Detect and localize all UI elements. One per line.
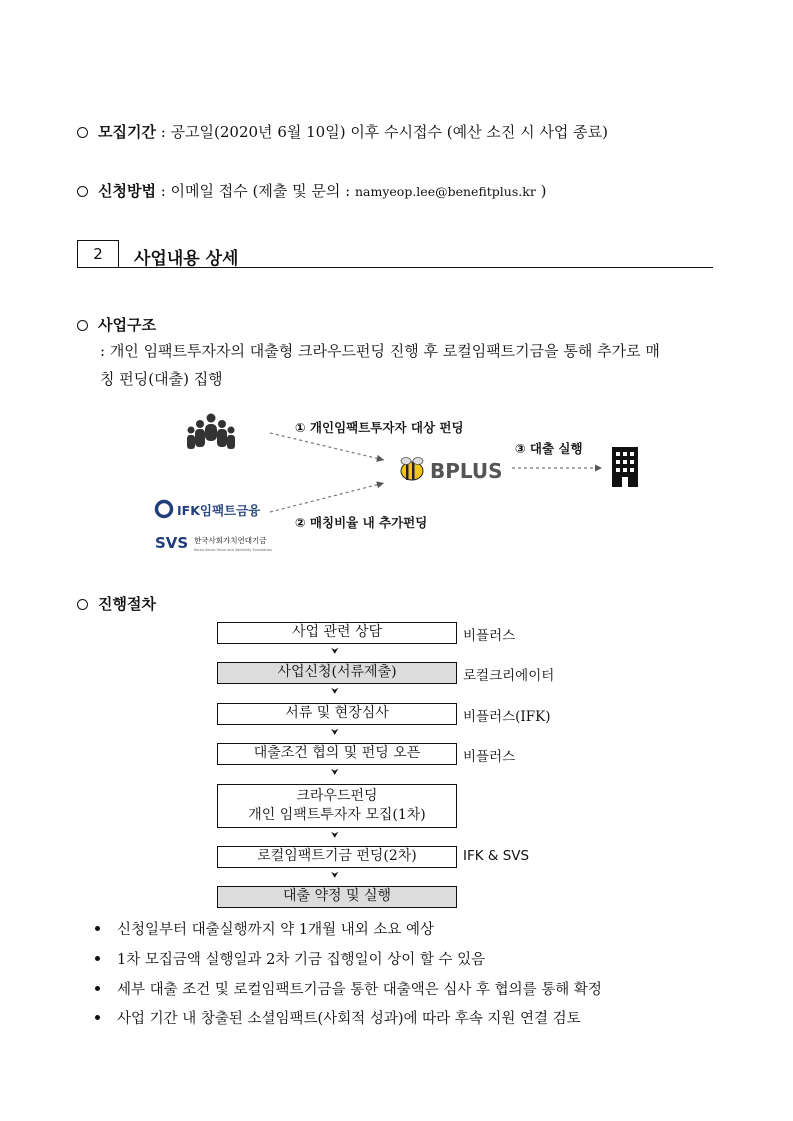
- flow-arrow-icon: ⮟: [331, 647, 339, 657]
- note-text: 1차 모집금액 실행일과 2차 기금 집행일이 상이 할 수 있음: [117, 952, 486, 968]
- bullet-dot-icon: [95, 926, 100, 931]
- arrow-investor-to-bplus: [270, 433, 384, 460]
- svs-org-name: 한국사회가치연대기금: [194, 536, 267, 545]
- procedure-heading-label: 진행절차: [98, 595, 156, 613]
- flow-step-3: 서류 및 현장심사: [217, 703, 457, 725]
- note-item: [95, 1007, 581, 1028]
- recruit-period-text: 공고일(2020년 6월 10일) 이후 수시접수 (예산 소진 시 사업 종료): [170, 123, 608, 141]
- step2-label: ② 매칭비율 내 추가펀딩: [295, 515, 428, 530]
- section-title: 사업내용 상세: [134, 249, 239, 269]
- flow-step-7: 대출 약정 및 실행: [217, 886, 457, 908]
- note-text: 사업 기간 내 창출된 소셜임팩트(사회적 성과)에 따라 후속 지원 연결 검토: [117, 1011, 581, 1027]
- building-icon: [612, 447, 638, 487]
- bullet-dot-icon: [95, 956, 100, 961]
- apply-method-close: ): [535, 182, 547, 200]
- contact-email: namyeop.lee@benefitplus.kr: [354, 184, 536, 199]
- flow-arrow-icon: ⮟: [331, 871, 339, 881]
- bplus-logo-text: BPLUS: [430, 459, 503, 483]
- circle-bullet-icon: [77, 599, 88, 610]
- flow-arrow-icon: ⮟: [331, 768, 339, 778]
- step1-label: ① 개인임팩트투자자 대상 펀딩: [295, 420, 464, 435]
- structure-heading-label: 사업구조: [98, 316, 156, 334]
- flow-step-6: 로컬임팩트기금 펀딩(2차): [217, 846, 457, 868]
- bee-icon: [401, 458, 423, 481]
- circle-bullet-icon: [77, 127, 88, 138]
- apply-method-label: 신청방법: [98, 182, 156, 200]
- structure-desc-line1: : 개인 임팩트투자자의 대출형 크라우드펀딩 진행 후 로컬임팩트기금을 통해 추가로 매: [100, 342, 660, 360]
- recruit-period-line: [77, 121, 608, 142]
- step3-label: ③ 대출 실행: [515, 441, 583, 456]
- structure-heading: [77, 314, 156, 335]
- flow-arrow-icon: ⮟: [331, 687, 339, 697]
- flow-owner-2: 로컬크리에이터: [463, 668, 555, 684]
- svs-logo-text: SVS: [155, 534, 189, 552]
- flow-step-4: 대출조건 협의 및 펀딩 오픈: [217, 743, 457, 765]
- flow-arrow-icon: ⮟: [331, 728, 339, 738]
- note-item: [95, 978, 602, 999]
- circle-bullet-icon: [77, 320, 88, 331]
- note-item: [95, 948, 485, 969]
- flow-step-5-line1: 크라우드펀딩: [296, 788, 378, 804]
- note-text: 세부 대출 조건 및 로컬임팩트기금을 통한 대출액은 심사 후 협의를 통해 확정: [117, 982, 602, 998]
- business-structure-diagram: [150, 405, 650, 565]
- recruit-period-sep: :: [155, 123, 171, 141]
- apply-method-text: : 이메일 접수 (제출 및 문의 :: [155, 182, 355, 200]
- bullet-dot-icon: [95, 986, 100, 991]
- note-text: 신청일부터 대출실행까지 약 1개월 내외 소요 예상: [117, 922, 435, 938]
- flow-step-2: 사업신청(서류제출): [217, 662, 457, 684]
- flow-arrow-icon: ⮟: [331, 831, 339, 841]
- svs-org-sub: Korea Social Value and Solidarity Foundation: [194, 548, 273, 552]
- flow-step-5: [217, 784, 457, 828]
- bullet-dot-icon: [95, 1015, 100, 1020]
- flow-step-5-line2: 개인 임팩트투자자 모집(1차): [248, 807, 426, 823]
- section-number-box: 2: [77, 240, 119, 268]
- flow-owner-6: IFK & SVS: [463, 848, 530, 864]
- arrow-fund-to-bplus: [270, 483, 384, 512]
- ifk-ring-icon: [157, 502, 172, 517]
- flow-step-1: 사업 관련 상담: [217, 622, 457, 644]
- recruit-period-label: 모집기간: [98, 123, 156, 141]
- apply-method-line: [77, 180, 546, 201]
- people-group-icon: [187, 414, 235, 450]
- note-item: [95, 918, 434, 939]
- structure-desc-line2: 칭 펀딩(대출) 집행: [100, 370, 223, 388]
- flow-owner-3: 비플러스(IFK): [463, 709, 551, 725]
- circle-bullet-icon: [77, 186, 88, 197]
- flow-owner-1: 비플러스: [463, 628, 516, 644]
- flow-owner-4: 비플러스: [463, 749, 516, 765]
- ifk-logo-text: IFK임팩트금융: [177, 503, 261, 518]
- section-rule: [77, 267, 713, 268]
- procedure-heading: [77, 593, 156, 614]
